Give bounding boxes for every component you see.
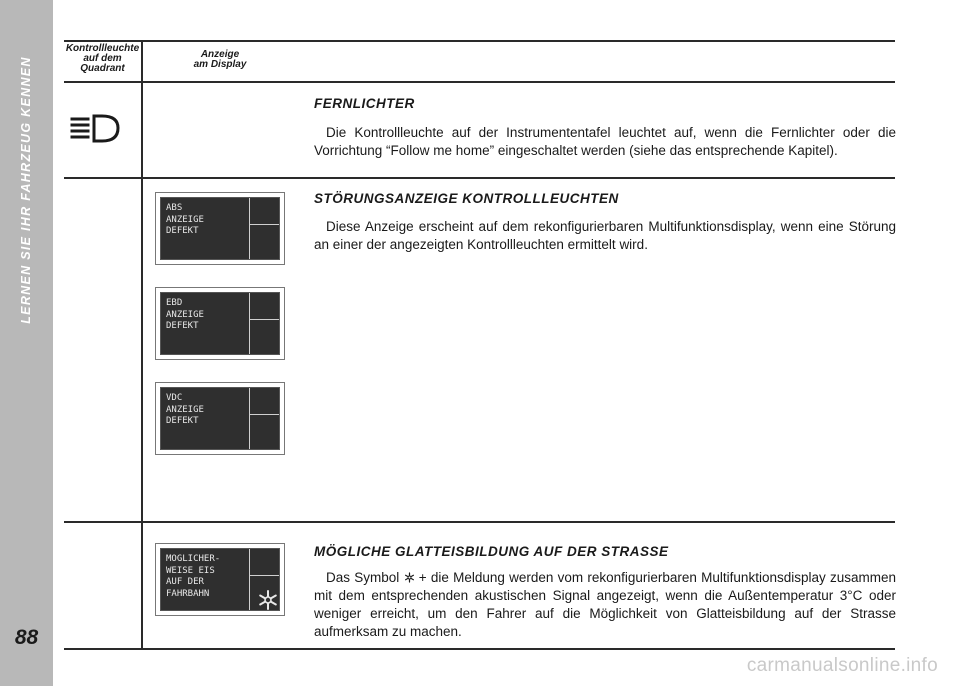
section-title-high-beam: FERNLICHTER [314,96,415,111]
display-text: EBD ANZEIGE DEFEKT [166,298,204,331]
table-top-rule [64,40,895,42]
column-header-indicator: Kontrollleuchte auf dem Quadrant [65,43,140,74]
row-divider-1 [64,177,895,179]
snowflake-icon [257,589,279,611]
column-divider [141,41,143,649]
display-text: MOGLICHER- WEISE EIS AUF DER FAHRBAHN [166,554,221,599]
page-number: 88 [14,626,39,649]
display-text: VDC ANZEIGE DEFEKT [166,393,204,426]
section-body-high-beam: Die Kontrollleuchte auf der Instrumententafel leuchtet auf, wenn die Fernlichter oder die Vorrichtung “Follow me home” eingeschaltet werden (siehe das entsprechende Kapitel). [314,125,896,158]
table-header-rule [64,81,895,83]
snowflake-icon [404,572,415,583]
watermark: carmanualsonline.info [746,655,938,676]
display-text: ABS ANZEIGE DEFEKT [166,203,204,236]
row-divider-2 [64,521,895,523]
display-abs-fault [155,192,285,265]
section-body-ice-warning: Das Symbol + die Meldung werden vom rekonfigurierbaren Multifunktionsdisplay zusammen mit dem entsprechenden akustischen Signal angezeigt, wenn die Außentemperatur 3°C oder weniger erreicht, um den Fahrer auf die Möglichkeit von Glatteisbildung auf der Strasse aufmerksam zu machen. [314,570,896,639]
display-vdc-fault [155,382,285,455]
section-title-fault-indicator: STÖRUNGSANZEIGE KONTROLLLEUCHTEN [314,191,619,206]
column-header-display: Anzeige am Display [193,49,247,70]
section-title-ice-warning: MÖGLICHE GLATTEISBILDUNG AUF DER STRASSE [314,544,669,559]
section-body-fault-indicator: Diese Anzeige erscheint auf dem rekonfigurierbaren Multifunktionsdisplay, wenn eine Störung an einer der angezeigten Kontrollleuchten ermittelt wird. [314,219,896,252]
table-bottom-rule [64,648,895,650]
sidebar-title: LERNEN SIE IHR FAHRZEUG KENNEN [19,56,33,324]
display-ebd-fault [155,287,285,360]
display-ice-warning [155,543,285,616]
high-beam-icon [66,113,124,145]
